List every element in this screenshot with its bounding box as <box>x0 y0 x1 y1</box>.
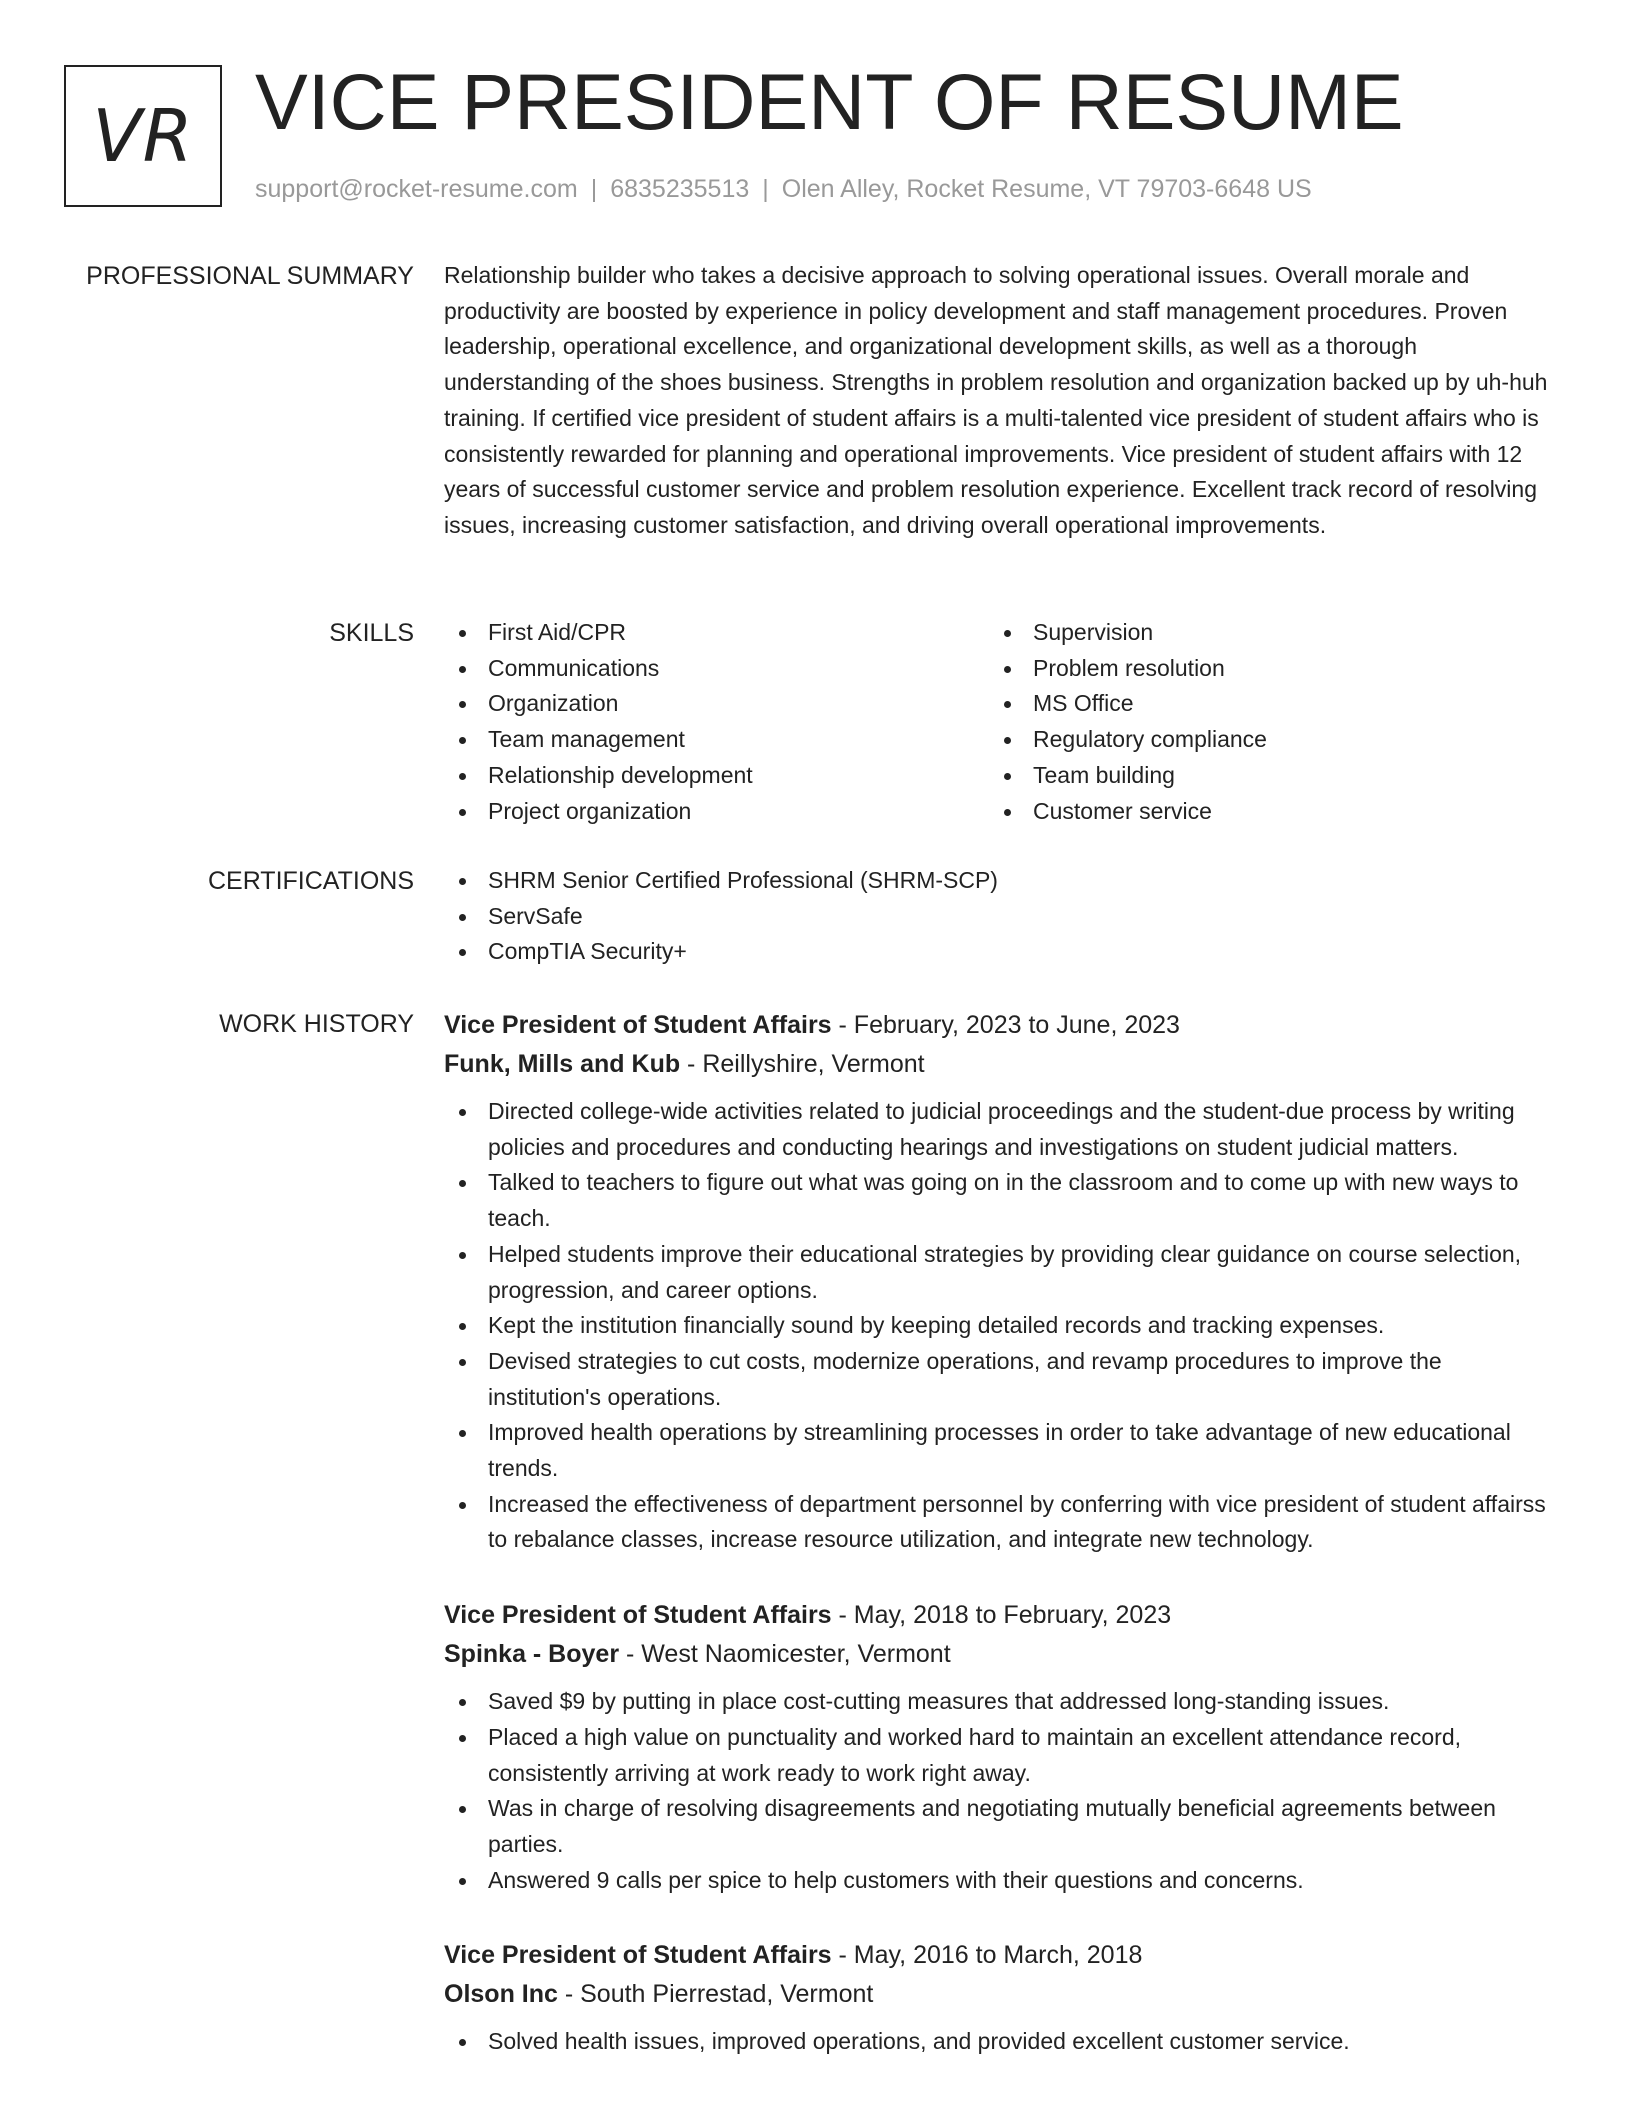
skill-item: Regulatory compliance <box>989 722 1534 758</box>
job-title: Vice President of Student Affairs <box>444 1011 832 1039</box>
section-label-certifications: CERTIFICATIONS <box>207 867 414 895</box>
contact-address: Olen Alley, Rocket Resume, VT 79703-6648 US <box>781 175 1312 203</box>
job-duty-item: Improved health operations by streamlining processes in order to take advantage of new educational trends. <box>444 1415 1554 1486</box>
summary-body <box>444 258 1554 544</box>
certifications-list <box>444 863 1554 970</box>
skills-list-right <box>989 615 1534 829</box>
job-company-line <box>444 1975 1554 2014</box>
job-entry <box>444 1596 1554 1898</box>
job-dates: - May, 2018 to February, 2023 <box>831 1601 1172 1630</box>
job-title: Vice President of Student Affairs <box>444 1941 832 1970</box>
job-location: - Reillyshire, Vermont <box>680 1050 925 1078</box>
job-duty-item: Placed a high value on punctuality and worked hard to maintain an excellent attendance record, consistently arriving at work ready to work right away. <box>444 1720 1554 1791</box>
job-duty-item: Directed college-wide activities related to judicial proceedings and the student-due process by writing policies and procedures and conducting hearings and investigations on student judicial matters. <box>444 1094 1554 1165</box>
skill-item: Communications <box>444 651 989 687</box>
certification-item: SHRM Senior Certified Professional (SHRM-SCP) <box>444 863 1554 899</box>
skill-item: MS Office <box>989 686 1534 722</box>
job-duty-item: Devised strategies to cut costs, modernize operations, and revamp procedures to improve the institution's operations. <box>444 1344 1554 1415</box>
job-company-line <box>444 1635 1554 1674</box>
job-title-line <box>444 1936 1554 1975</box>
skills-grid <box>444 615 1554 829</box>
skill-item: Project organization <box>444 794 989 830</box>
certification-item: CompTIA Security+ <box>444 934 1554 970</box>
job-location: - West Naomicester, Vermont <box>619 1640 951 1669</box>
work-history-body <box>444 1006 1554 2098</box>
skill-item: Team building <box>989 758 1534 794</box>
monogram-logo: VR <box>64 65 222 207</box>
section-label-skills: SKILLS <box>329 619 414 647</box>
job-duty-item: Helped students improve their educational strategies by providing clear guidance on course selection, progression, and career options. <box>444 1237 1554 1308</box>
job-duty-item: Kept the institution financially sound by keeping detailed records and tracking expenses. <box>444 1308 1554 1344</box>
job-entry <box>444 1936 1554 2060</box>
job-duties-list <box>444 1684 1554 1898</box>
job-duties-list <box>444 2024 1554 2060</box>
contact-separator: | <box>590 175 598 203</box>
skills-list-left <box>444 615 989 829</box>
job-title-line <box>444 1596 1554 1635</box>
summary-text: Relationship builder who takes a decisive approach to solving operational issues. Overall morale and productivity are boosted by experience in policy development and staff management procedures. Proven leadership, operational excellence, and organizational development skills, as well as a thorough understanding of the shoes business. Strengths in problem resolution and organization backed up by uh-huh training. If certified vice president of student affairs is a multi-talented vice president of student affairs who is consistently rewarded for planning and operational improvements. Vice president of student affairs with 12 years of successful customer service and problem resolution experience. Excellent track record of resolving issues, increasing customer satisfaction, and driving overall operational improvements. <box>444 262 1548 538</box>
page-title: VICE PRESIDENT OF RESUME <box>255 57 1404 146</box>
job-duty-item: Talked to teachers to figure out what was going on in the classroom and to come up with new ways to teach. <box>444 1165 1554 1236</box>
section-label-summary: PROFESSIONAL SUMMARY <box>86 262 414 290</box>
certification-item: ServSafe <box>444 899 1554 935</box>
skill-item: Supervision <box>989 615 1534 651</box>
job-entry <box>444 1006 1554 1558</box>
job-duty-item: Answered 9 calls per spice to help customers with their questions and concerns. <box>444 1863 1554 1899</box>
job-company: Funk, Mills and Kub <box>444 1050 681 1078</box>
job-title-line <box>444 1006 1554 1045</box>
skill-item: Organization <box>444 686 989 722</box>
contact-line <box>255 174 1312 204</box>
contact-separator: | <box>762 175 769 203</box>
skill-item: Team management <box>444 722 989 758</box>
skill-item: Problem resolution <box>989 651 1534 687</box>
job-duty-item: Increased the effectiveness of department personnel by conferring with vice president of student affairss to rebalance classes, increase resource utilization, and integrate new technology. <box>444 1487 1554 1558</box>
job-dates: - May, 2016 to March, 2018 <box>831 1941 1143 1970</box>
job-title: Vice President of Student Affairs <box>444 1601 832 1630</box>
job-dates: - February, 2023 to June, 2023 <box>831 1011 1180 1039</box>
job-duty-item: Solved health issues, improved operations, and provided excellent customer service. <box>444 2024 1554 2060</box>
job-duty-item: Was in charge of resolving disagreements and negotiating mutually beneficial agreements between parties. <box>444 1791 1554 1862</box>
job-company: Olson Inc <box>444 1980 558 2009</box>
job-location: - South Pierrestad, Vermont <box>557 1980 874 2009</box>
section-label-work-history: WORK HISTORY <box>219 1010 414 1038</box>
job-company: Spinka - Boyer <box>444 1640 620 1669</box>
skill-item: First Aid/CPR <box>444 615 989 651</box>
job-duties-list <box>444 1094 1554 1558</box>
contact-email[interactable]: support@rocket-resume.com <box>255 175 578 203</box>
job-duty-item: Saved $9 by putting in place cost-cutting measures that addressed long-standing issues. <box>444 1684 1554 1720</box>
skill-item: Relationship development <box>444 758 989 794</box>
job-company-line <box>444 1045 1554 1084</box>
skill-item: Customer service <box>989 794 1534 830</box>
certifications-body <box>444 863 1554 970</box>
contact-phone[interactable]: 6835235513 <box>610 175 750 203</box>
